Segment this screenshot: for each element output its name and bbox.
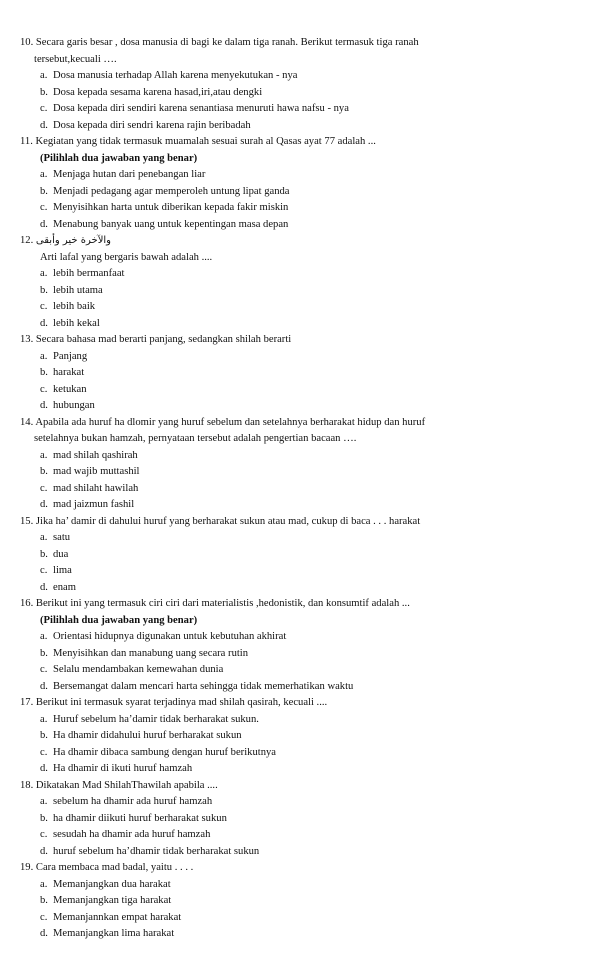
option-b[interactable]: b. Dosa kepada sesama karena hasad,iri,atau dengki <box>40 86 263 98</box>
option-c[interactable]: c. ketukan <box>40 383 87 395</box>
question-12 <box>20 233 527 332</box>
question-text: Apabila ada huruf ha dlomir yang huruf sebelum dan setelahnya berharakat hidup dan huruf <box>35 416 426 428</box>
question-text: Berikut ini yang termasuk ciri ciri dari materialistis ,hedonistik, dan konsumtif adalah ... <box>35 598 410 609</box>
question-text: Kegiatan yang tidak termasuk muamalah sesuai surah al Qasas ayat 77 adalah ... <box>35 136 376 147</box>
question-18 <box>20 778 527 861</box>
option-b[interactable]: b. dua <box>40 548 69 560</box>
arabic-phrase: والآخرة خير وأبقى <box>35 235 112 246</box>
question-number: 16. <box>20 598 34 609</box>
option-a[interactable]: a. sebelum ha dhamir ada huruf hamzah <box>40 796 213 807</box>
option-c[interactable]: c. mad shilaht hawilah <box>40 482 139 494</box>
option-c[interactable]: c. Dosa kepada diri sendiri karena senantiasa menuruti hawa nafsu - nya <box>40 103 349 114</box>
option-d[interactable]: d. huruf sebelum ha’dhamir tidak berharakat sukun <box>40 845 260 857</box>
question-number: 10. <box>20 37 34 48</box>
option-a[interactable]: a. Dosa manusia terhadap Allah karena menyekutukan - nya <box>40 70 298 81</box>
question-15 <box>20 514 527 597</box>
option-b[interactable]: b. Ha dhamir didahului huruf berharakat sukun <box>40 730 242 741</box>
option-d[interactable]: d. Memanjangkan lima harakat <box>40 928 175 939</box>
question-number: 19. <box>20 862 34 873</box>
option-b[interactable]: b. Menjadi pedagang agar memperoleh untung lipat ganda <box>40 185 290 197</box>
option-d[interactable]: d. Menabung banyak uang untuk kepentingan masa depan <box>40 218 289 230</box>
option-b[interactable]: b. lebih utama <box>40 284 103 296</box>
option-a[interactable]: a. lebih bermanfaat <box>40 268 125 279</box>
question-text: Jika ha’ damir di dahului huruf yang berharakat sukun atau mad, cukup di baca . . . harakat <box>35 515 421 527</box>
instruction-note: (Pilihlah dua jawaban yang benar) <box>40 152 198 164</box>
option-c[interactable]: c. Memanjannkan empat harakat <box>40 911 182 923</box>
option-c[interactable]: c. lima <box>40 565 72 576</box>
option-d[interactable]: d. enam <box>40 581 76 593</box>
option-c[interactable]: c. Selalu mendambakan kemewahan dunia <box>40 664 224 675</box>
option-c[interactable]: c. Menyisihkan harta untuk diberikan kepada fakir miskin <box>40 202 289 213</box>
question-14 <box>20 415 527 514</box>
question-number: 11. <box>20 136 33 147</box>
question-number: 15. <box>20 515 34 527</box>
option-d[interactable]: d. Dosa kepada diri sendri karena rajin beribadah <box>40 119 251 131</box>
option-b[interactable]: b. mad wajib muttashil <box>40 466 140 477</box>
question-16 <box>20 596 527 695</box>
question-10 <box>20 35 527 134</box>
question-text: Dikatakan Mad ShilahThawilah apabila .... <box>35 779 218 791</box>
question-text-continued: setelahnya bukan hamzah, pernyataan tersebut adalah pengertian bacaan …. <box>34 433 357 444</box>
instruction-note: (Pilihlah dua jawaban yang benar) <box>40 614 198 626</box>
option-a[interactable]: a. Panjang <box>40 350 88 362</box>
option-a[interactable]: a. mad shilah qashirah <box>40 449 138 461</box>
option-c[interactable]: c. lebih baik <box>40 301 96 312</box>
option-a[interactable]: a. satu <box>40 532 71 543</box>
option-a[interactable]: a. Memanjangkan dua harakat <box>40 878 171 890</box>
option-d[interactable]: d. Ha dhamir di ikuti huruf hamzah <box>40 763 193 774</box>
option-b[interactable]: b. harakat <box>40 367 85 378</box>
question-13 <box>20 332 527 415</box>
option-c[interactable]: c. sesudah ha dhamir ada huruf hamzah <box>40 829 211 840</box>
option-c[interactable]: c. Ha dhamir dibaca sambung dengan huruf berikutnya <box>40 746 276 758</box>
question-text: Secara bahasa mad berarti panjang, sedangkan shilah berarti <box>35 334 292 345</box>
question-17 <box>20 695 527 778</box>
question-number: 17. <box>20 697 34 708</box>
option-b[interactable]: b. ha dhamir diikuti huruf berharakat sukun <box>40 812 227 824</box>
option-b[interactable]: b. Menyisihkan dan manabung uang secara rutin <box>40 647 249 659</box>
option-d[interactable]: d. lebih kekal <box>40 317 100 329</box>
question-text: Secara garis besar , dosa manusia di bagi ke dalam tiga ranah. Berikut termasuk tiga ranah <box>35 37 419 48</box>
question-number: 12. <box>20 235 34 246</box>
question-number: 13. <box>20 334 34 345</box>
option-a[interactable]: a. Menjaga hutan dari penebangan liar <box>40 169 206 180</box>
question-19 <box>20 860 527 943</box>
question-text-continued: tersebut,kecuali …. <box>34 53 117 65</box>
option-b[interactable]: b. Memanjangkan tiga harakat <box>40 895 172 906</box>
option-d[interactable]: d. Bersemangat dalam mencari harta sehingga tidak memerhatikan waktu <box>40 680 354 692</box>
question-11 <box>20 134 527 233</box>
option-a[interactable]: a. Orientasi hidupnya digunakan untuk kebutuhan akhirat <box>40 631 287 642</box>
question-text: Berikut ini termasuk syarat terjadinya mad shilah qasirah, kecuali .... <box>35 697 328 708</box>
option-a[interactable]: a. Huruf sebelum ha’damir tidak berharakat sukun. <box>40 713 259 725</box>
option-d[interactable]: d. mad jaizmun fashil <box>40 499 135 510</box>
question-text: Cara membaca mad badal, yaitu . . . . <box>35 862 194 873</box>
question-text: Arti lafal yang bergaris bawah adalah .... <box>40 251 213 263</box>
question-number: 14. <box>20 416 34 428</box>
option-d[interactable]: d. hubungan <box>40 400 95 411</box>
question-number: 18. <box>20 779 34 791</box>
